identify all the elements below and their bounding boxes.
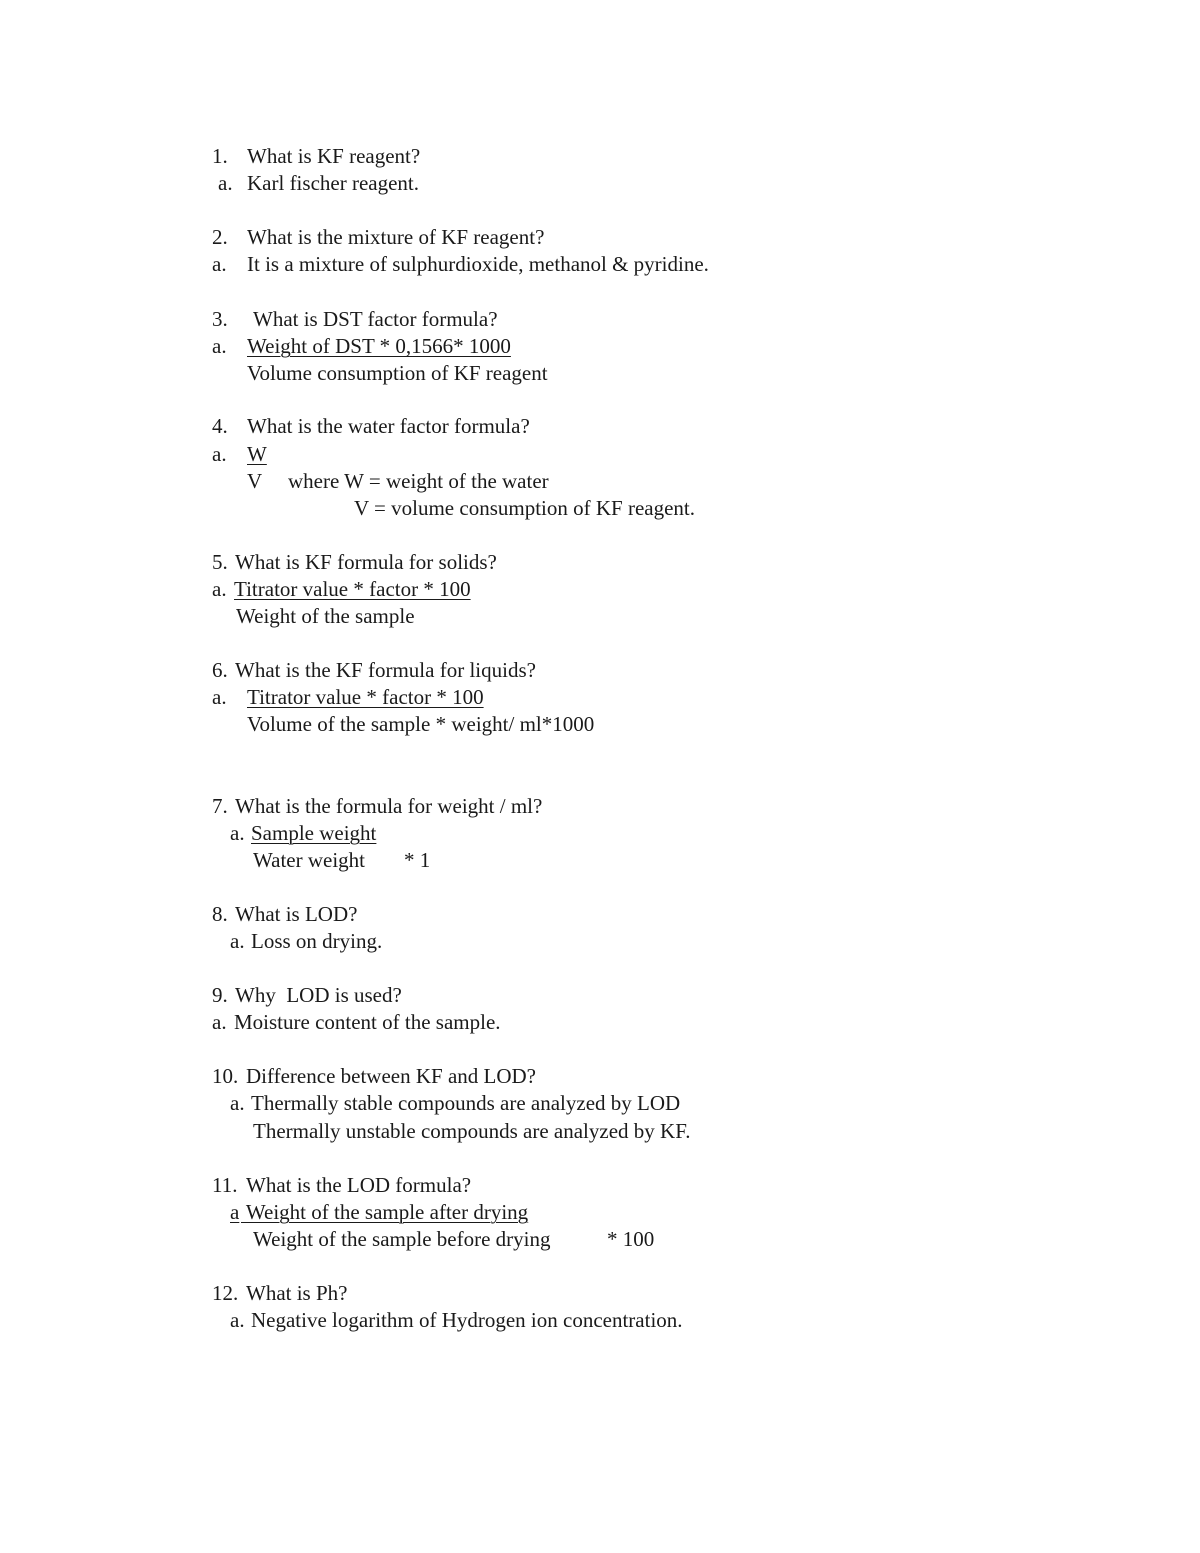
question-1-number: 1. bbox=[212, 144, 228, 168]
question-8-text: What is LOD? bbox=[235, 902, 358, 926]
answer-2-label: a. bbox=[212, 252, 227, 276]
question-3-number: 3. bbox=[212, 307, 228, 331]
answer-7-label: a. bbox=[230, 821, 245, 845]
answer-3-label: a. bbox=[212, 334, 227, 358]
answer-6-denominator: Volume of the sample * weight/ ml*1000 bbox=[247, 712, 595, 736]
question-9-number: 9. bbox=[212, 983, 228, 1007]
answer-8-text: Loss on drying. bbox=[251, 929, 383, 953]
question-11-number: 11. bbox=[212, 1173, 238, 1197]
answer-11-numerator: Weight of the sample after drying bbox=[241, 1200, 529, 1224]
answer-4-where-line-1: where W = weight of the water bbox=[288, 469, 549, 493]
question-12-text: What is Ph? bbox=[246, 1281, 348, 1305]
answer-5-denominator: Weight of the sample bbox=[236, 604, 415, 628]
question-6-text: What is the KF formula for liquids? bbox=[235, 658, 536, 682]
question-3-text: What is DST factor formula? bbox=[253, 307, 498, 331]
question-6-number: 6. bbox=[212, 658, 228, 682]
answer-10-label: a. bbox=[230, 1091, 245, 1115]
answer-10-line-2: Thermally unstable compounds are analyzed by KF. bbox=[253, 1119, 691, 1143]
answer-6-label: a. bbox=[212, 685, 227, 709]
answer-11-label: a bbox=[230, 1200, 240, 1224]
answer-9-text: Moisture content of the sample. bbox=[234, 1010, 501, 1034]
question-9-text: Why LOD is used? bbox=[235, 983, 402, 1007]
answer-1-label: a. bbox=[218, 171, 233, 195]
answer-2-text: It is a mixture of sulphurdioxide, methanol & pyridine. bbox=[247, 252, 709, 276]
answer-4-where-line-2: V = volume consumption of KF reagent. bbox=[354, 496, 695, 520]
question-10-number: 10. bbox=[212, 1064, 239, 1088]
question-2-number: 2. bbox=[212, 225, 228, 249]
answer-5-numerator: Titrator value * factor * 100 bbox=[234, 577, 471, 601]
answer-7-denominator: Water weight bbox=[253, 848, 366, 872]
answer-4-numerator: W bbox=[247, 442, 267, 466]
answer-1-text: Karl fischer reagent. bbox=[247, 171, 419, 195]
answer-3-numerator: Weight of DST * 0,1566* 1000 bbox=[247, 334, 511, 358]
answer-4-label: a. bbox=[212, 442, 227, 466]
answer-6-numerator: Titrator value * factor * 100 bbox=[247, 685, 484, 709]
answer-7-multiplier: * 1 bbox=[404, 848, 431, 872]
question-1-text: What is KF reagent? bbox=[247, 144, 421, 168]
answer-8-label: a. bbox=[230, 929, 245, 953]
question-7-number: 7. bbox=[212, 794, 228, 818]
question-12-number: 12. bbox=[212, 1281, 239, 1305]
answer-11-multiplier: * 100 bbox=[607, 1227, 655, 1251]
question-11-text: What is the LOD formula? bbox=[246, 1173, 472, 1197]
question-5-text: What is KF formula for solids? bbox=[235, 550, 497, 574]
question-7-text: What is the formula for weight / ml? bbox=[235, 794, 543, 818]
question-5-number: 5. bbox=[212, 550, 228, 574]
answer-12-label: a. bbox=[230, 1308, 245, 1332]
answer-4-denominator: V bbox=[247, 469, 263, 493]
answer-11-denominator: Weight of the sample before drying bbox=[253, 1227, 551, 1251]
answer-3-denominator: Volume consumption of KF reagent bbox=[247, 361, 548, 385]
question-8-number: 8. bbox=[212, 902, 228, 926]
answer-7-numerator: Sample weight bbox=[251, 821, 377, 845]
answer-5-label: a. bbox=[212, 577, 227, 601]
question-2-text: What is the mixture of KF reagent? bbox=[247, 225, 545, 249]
question-4-text: What is the water factor formula? bbox=[247, 414, 530, 438]
question-4-number: 4. bbox=[212, 414, 228, 438]
answer-10-line-1: Thermally stable compounds are analyzed by LOD bbox=[251, 1091, 681, 1115]
answer-9-label: a. bbox=[212, 1010, 227, 1034]
answer-12-text: Negative logarithm of Hydrogen ion concentration. bbox=[251, 1308, 683, 1332]
question-10-text: Difference between KF and LOD? bbox=[246, 1064, 536, 1088]
